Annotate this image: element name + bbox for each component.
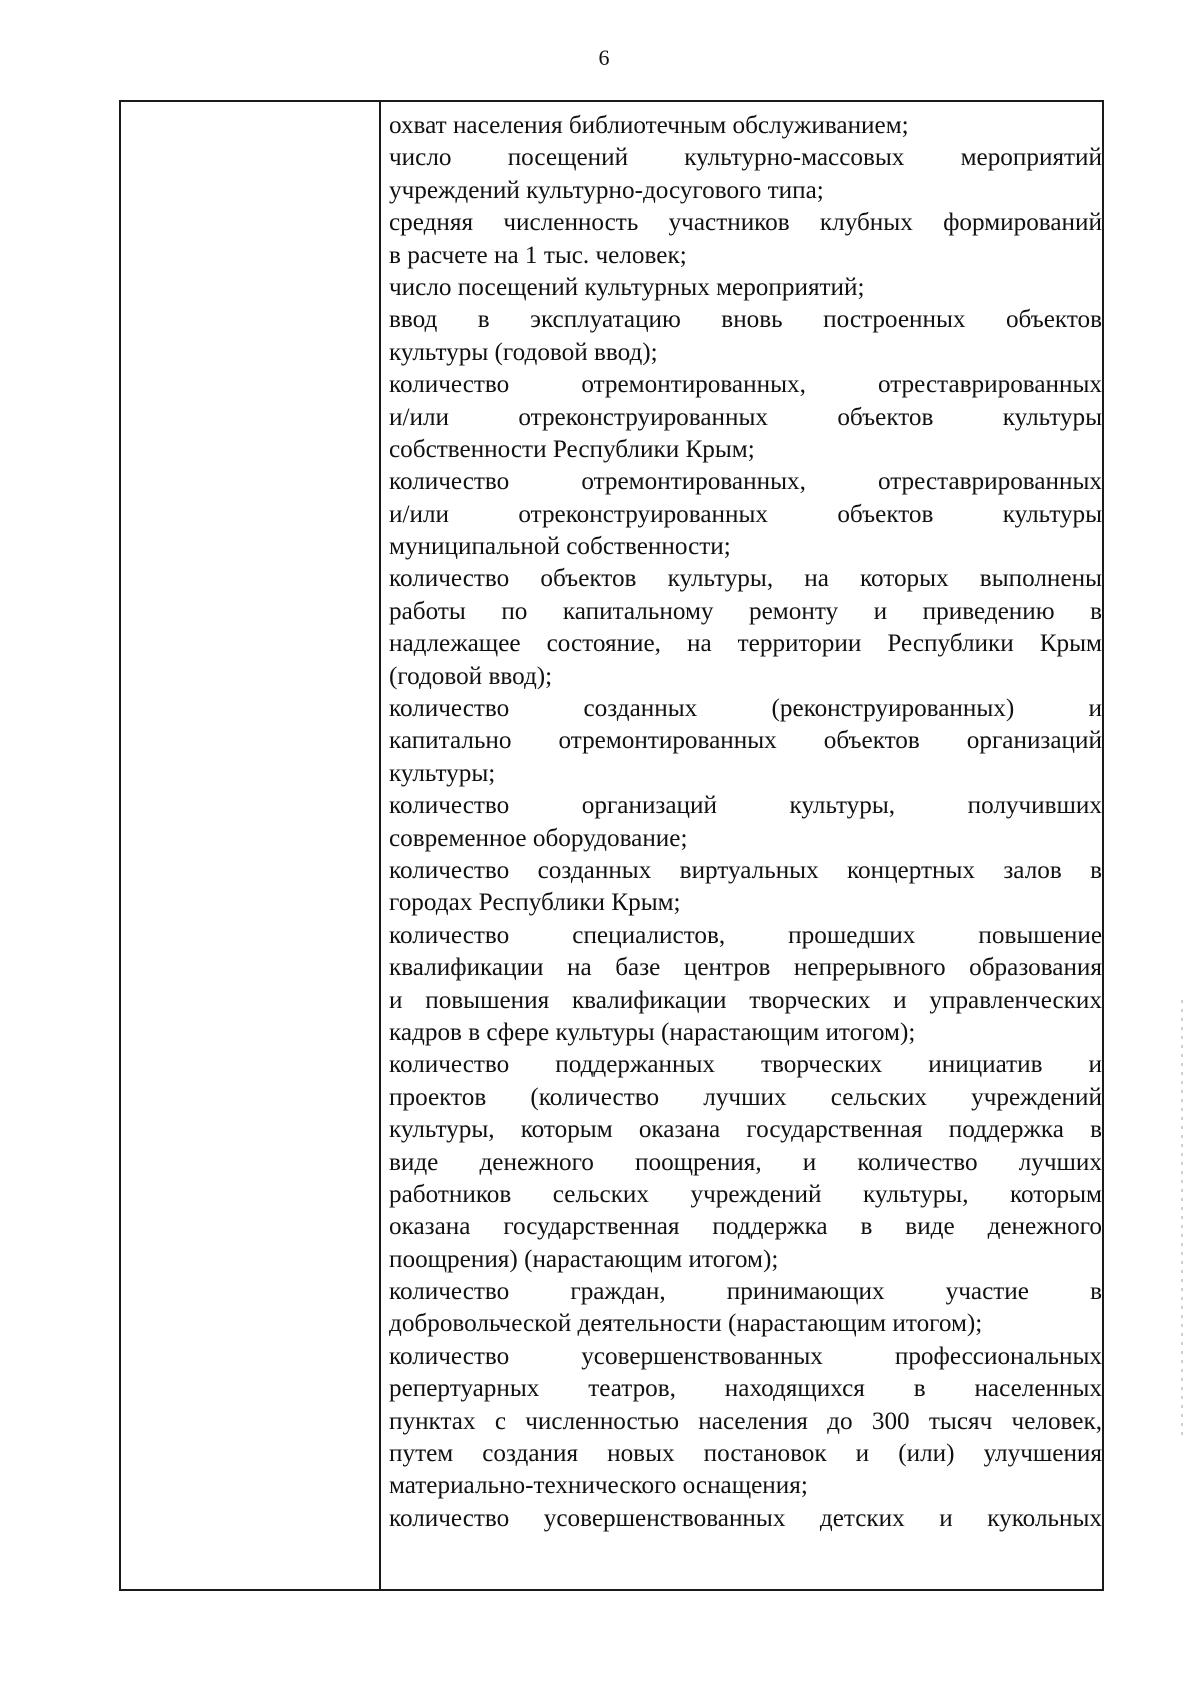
page-number: 6 — [598, 45, 610, 70]
text-line: культуры; — [389, 759, 496, 787]
text-line: виде денежного поощрения, и количество лучших — [389, 1148, 1102, 1176]
text-line: количество отремонтированных, отреставрированных — [389, 468, 1102, 496]
text-line: современное оборудование; — [389, 824, 688, 852]
text-line: количество созданных виртуальных концертных залов в — [389, 856, 1102, 884]
text-line: количество граждан, принимающих участие в — [389, 1278, 1102, 1306]
text-line: количество специалистов, прошедших повышение — [389, 921, 1102, 949]
text-line: квалификации на базе центров непрерывного образования — [389, 954, 1102, 982]
text-line: (годовой ввод); — [389, 662, 553, 690]
text-line: проектов (количество лучших сельских учреждений — [389, 1083, 1102, 1111]
text-line: средняя численность участников клубных формирований — [389, 209, 1102, 237]
text-line: надлежащее состояние, на территории Республики Крым — [389, 630, 1102, 658]
text-line: репертуарных театров, находящихся в населенных — [389, 1375, 1102, 1403]
text-line: и повышения квалификации творческих и управленческих — [389, 986, 1102, 1014]
text-line: городах Республики Крым; — [389, 889, 681, 917]
text-line: количество поддержанных творческих инициатив и — [389, 1051, 1102, 1079]
text-line: число посещений культурных мероприятий; — [389, 273, 865, 301]
text-line: работы по капитальному ремонту и приведению в — [389, 597, 1102, 625]
text-line: материально-технического оснащения; — [389, 1472, 808, 1500]
table-left-cell — [121, 102, 381, 1589]
text-line: количество отремонтированных, отреставрированных — [389, 371, 1102, 399]
text-line: учреждений культурно-досугового типа; — [389, 176, 824, 204]
scan-margin-marks — [1181, 1000, 1183, 1440]
text-line: поощрения) (нарастающим итогом); — [389, 1245, 779, 1273]
text-line: работников сельских учреждений культуры, которым — [389, 1180, 1102, 1208]
text-line: количество усовершенствованных профессиональных — [389, 1342, 1102, 1370]
text-line: число посещений культурно-массовых мероприятий — [389, 144, 1102, 172]
table-right-cell — [383, 102, 1102, 1589]
text-line: ввод в эксплуатацию вновь построенных объектов — [389, 306, 1102, 334]
text-line: количество созданных (реконструированных) и — [389, 695, 1102, 723]
text-line: и/или отреконструированных объектов культуры — [389, 500, 1102, 528]
text-line: добровольческой деятельности (нарастающим итогом); — [389, 1310, 983, 1338]
text-line: в расчете на 1 тыс. человек; — [389, 241, 687, 269]
text-line: кадров в сфере культуры (нарастающим итогом); — [389, 1018, 916, 1046]
text-line: пунктах с численностью населения до 300 тысяч человек, — [389, 1407, 1102, 1435]
text-line: капитально отремонтированных объектов организаций — [389, 727, 1102, 755]
text-line: количество организаций культуры, получивших — [389, 792, 1102, 820]
text-line: путем создания новых постановок и (или) улучшения — [389, 1440, 1102, 1468]
text-line: культуры, которым оказана государственная поддержка в — [389, 1116, 1102, 1144]
text-line: количество усовершенствованных детских и кукольных — [389, 1504, 1102, 1532]
text-line: муниципальной собственности; — [389, 533, 731, 561]
text-line: собственности Республики Крым; — [389, 435, 755, 463]
text-line: количество объектов культуры, на которых выполнены — [389, 565, 1102, 593]
text-line: и/или отреконструированных объектов культуры — [389, 403, 1102, 431]
document-table — [119, 100, 1104, 1591]
text-line: культуры (годовой ввод); — [389, 338, 658, 366]
text-line: оказана государственная поддержка в виде денежного — [389, 1213, 1102, 1241]
text-line: охват населения библиотечным обслуживанием; — [389, 112, 909, 139]
